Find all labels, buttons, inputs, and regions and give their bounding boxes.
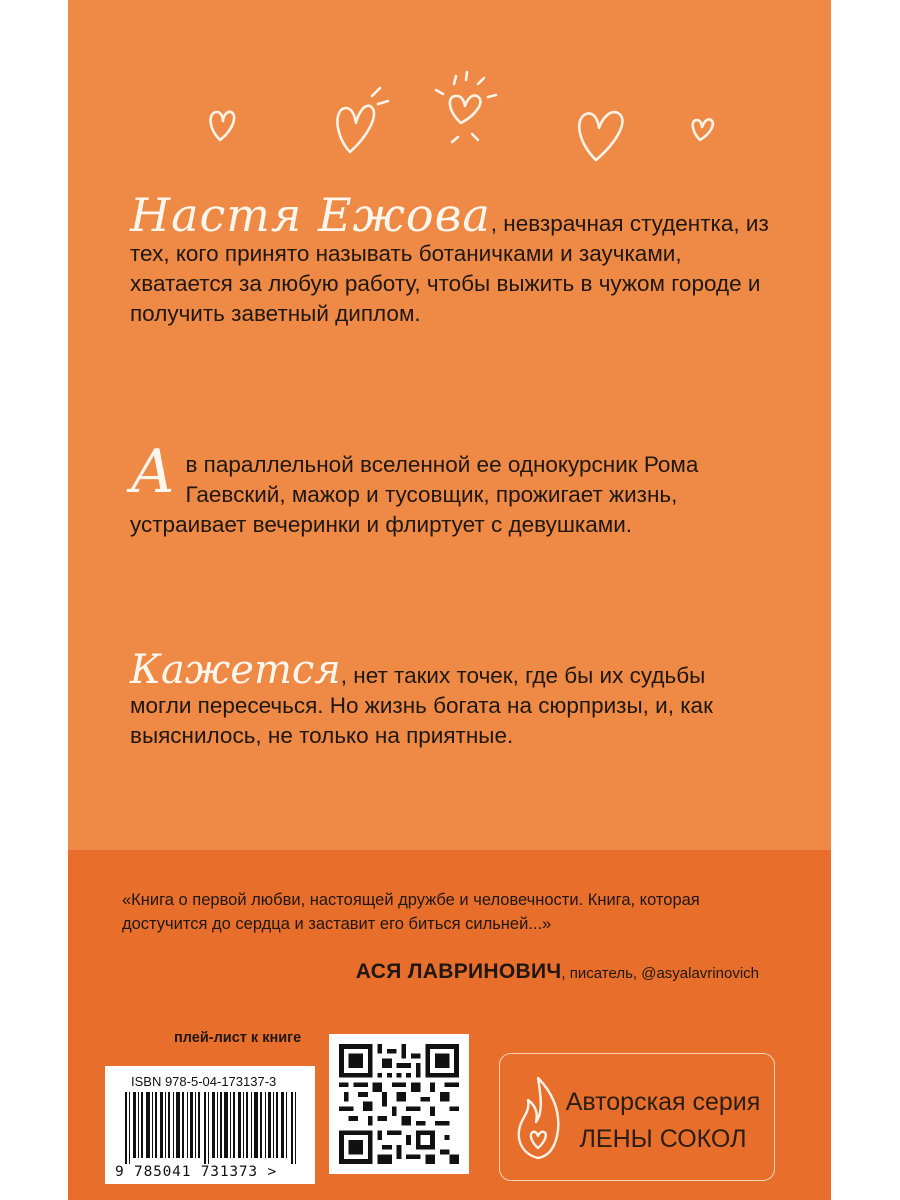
bottom-band [68,850,831,1200]
flame-heart-icon [514,1074,562,1160]
script-letter-a: А [130,437,176,507]
playlist-label: плей-лист к книге [174,1030,302,1046]
heart-icon [693,119,713,140]
playlist-qr-code[interactable] [329,1034,469,1174]
paragraph-1-text: , невзрачная студентка, из тех, кого принято называть ботаничками и заучками, хватается за любую работу, чтобы выжить в чужом городе и получить заветный диплом. [130,211,769,326]
heart-icon [211,112,235,140]
isbn-label: ISBN 978-5-04-173137-3 [131,1074,277,1089]
barcode-digits: 9 785041 731373 > [115,1164,278,1180]
review-author: АСЯ ЛАВРИНОВИЧ [355,960,562,983]
heart-icon [450,96,481,123]
series-author: ЛЕНЫ СОКОЛ [579,1125,747,1153]
script-word-kazhetsya: Кажется [130,647,341,693]
qr-code-icon [339,1044,459,1164]
hearts-decoration [68,0,831,200]
review-quote: «Книга о первой любви, настоящей дружбе и человечности. Книга, которая достучится до сердца и заставит его биться сильней...» [122,891,700,933]
paragraph-3-text: , нет таких точек, где бы их судьбы могли пересечься. Но жизнь богата на сюрпризы, и, как выяснилось, не только на приятные. [130,663,713,748]
description-paragraph-1 [130,188,770,329]
description-paragraph-2 [130,437,770,540]
script-name-nastya: Настя Ежова [130,188,491,242]
review-role: , писатель, @asyalavrinovich [561,965,759,982]
isbn-barcode-block [105,1066,315,1184]
author-series-badge [499,1053,775,1181]
description-paragraph-3 [130,647,770,751]
paragraph-2-text: в параллельной вселенной ее однокурсник Рома Гаевский, мажор и тусовщик, прожигает жизнь, устраивает вечеринки и флиртует с девушками. [130,452,699,537]
book-back-cover [68,0,831,1200]
barcode-icon [125,1092,297,1164]
series-title: Авторская серия [565,1088,761,1116]
heart-icon [579,112,622,160]
heart-icon [337,106,374,152]
review-attribution [356,960,759,984]
